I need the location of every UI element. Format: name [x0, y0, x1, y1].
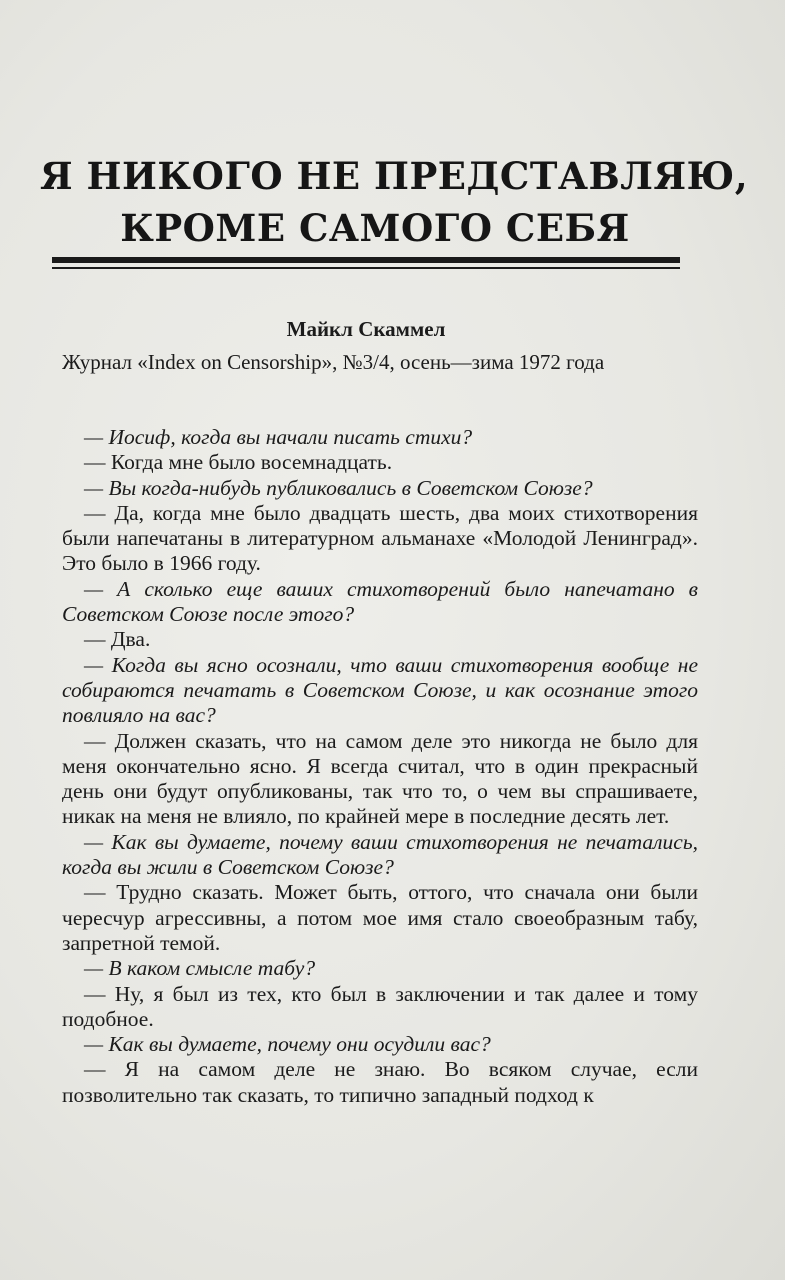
- interview-question: — Как вы думаете, почему ваши стихотворения не печатались, когда вы жили в Советском Союзе?: [62, 829, 698, 880]
- interview-answer: — Да, когда мне было двадцать шесть, два моих стихотворения были напечатаны в литературном альманахе «Молодой Ленинград». Это было в 1966 году.: [62, 500, 698, 576]
- source-citation: Журнал «Index on Censorship», №3/4, осень—зима 1972 года: [62, 350, 605, 374]
- interview-answer: — Два.: [84, 627, 151, 652]
- interview-answer: — Я на самом деле не знаю. Во всяком случае, если позволительно так сказать, то типично западный подход к: [62, 1057, 698, 1107]
- interview-answer: — Ну, я был из тех, кто был в заключении и так далее и тому подобное.: [62, 981, 698, 1031]
- author-name: Майкл Скаммел: [286, 317, 446, 341]
- title-rule-thin: [52, 267, 680, 269]
- interview-question: — Иосиф, когда вы начали писать стихи?: [84, 425, 473, 449]
- interview-question: — А сколько еще ваших стихотворений было напечатано в Советском Союзе после этого?: [62, 576, 698, 627]
- interview-question: — Как вы думаете, почему они осудили вас?: [84, 1032, 491, 1057]
- interview-answer: — Должен сказать, что на самом деле это никогда не было для меня окончательно ясно. Я всегда считал, что в один прекрасный день они будут опубликованы, так что то, о чем вы спрашиваете, никак на меня не влияло, по крайней мере в последние десять лет.: [62, 728, 698, 829]
- interview-answer: — Когда мне было восемнадцать.: [84, 450, 393, 475]
- title-rule-thick: [52, 257, 680, 263]
- chapter-title: [40, 150, 749, 254]
- interview-question: — Когда вы ясно осознали, что ваши стихотворения вообще не собираются печатать в Советском Союзе, и как осознание этого повлияло на вас?: [62, 652, 698, 728]
- interview-question: — В каком смысле табу?: [84, 956, 316, 981]
- chapter-title-line-1: Я НИКОГО НЕ ПРЕДСТАВЛЯЮ,: [40, 154, 749, 198]
- interview-answer: — Трудно сказать. Может быть, оттого, что сначала они были чересчур агрессивны, а потом мое имя стало своеобразным табу, запретной темой.: [62, 880, 698, 955]
- interview-question: — Вы когда-нибудь публиковались в Советском Союзе?: [84, 475, 593, 500]
- interview-text: [62, 425, 698, 1108]
- chapter-title-line-2: КРОМЕ САМОГО СЕБЯ: [120, 206, 630, 250]
